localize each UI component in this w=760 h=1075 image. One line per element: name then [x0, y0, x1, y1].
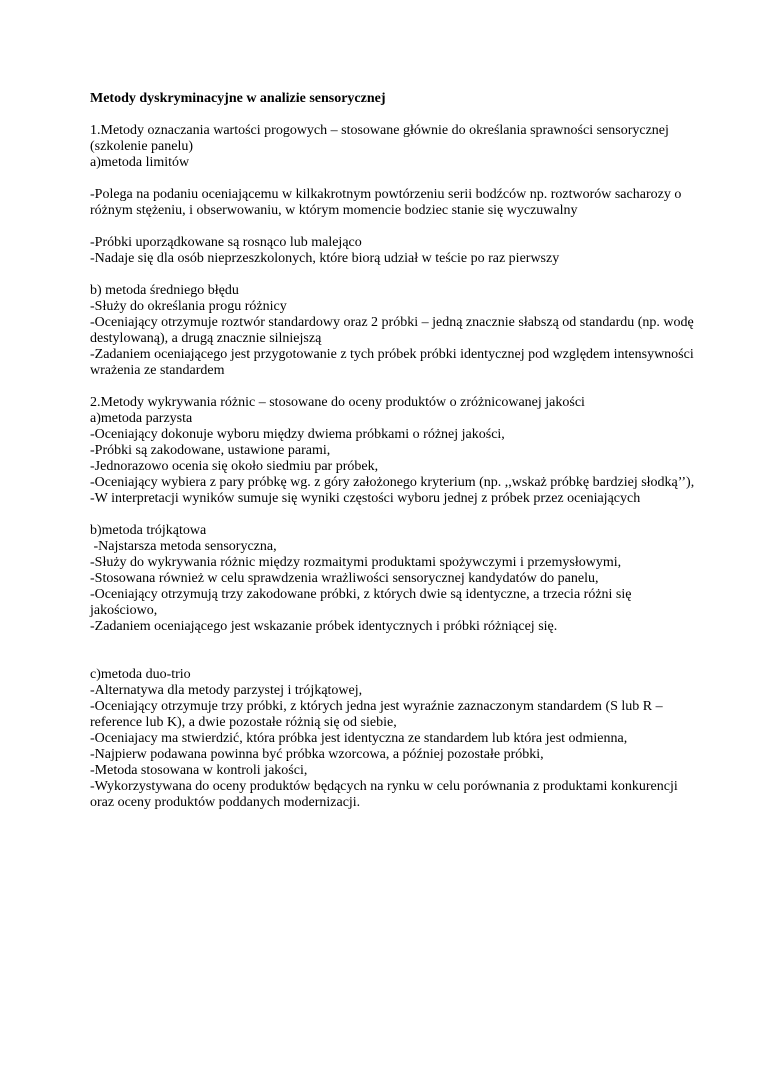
text-line: c)metoda duo-trio: [90, 667, 191, 682]
text-line: -Najpierw podawana powinna być próbka wzorcowa, a później pozostałe próbki,: [90, 747, 544, 762]
text-line: -Zadaniem oceniającego jest przygotowanie z tych próbek próbki identycznej pod względem intensywności wrażenia ze standardem: [90, 347, 698, 378]
paragraph-block: [90, 667, 700, 811]
text-line: -Polega na podaniu oceniającemu w kilkakrotnym powtórzeniu serii bodźców np. roztworów sacharozy o różnym stężeniu, i obserwowaniu, w którym momencie bodziec stanie się wyczuwalny: [90, 187, 685, 218]
text-line: -W interpretacji wyników sumuje się wyniki częstości wyboru jednej z próbek przez oceniających: [90, 491, 641, 506]
text-line: -Służy do wykrywania różnic między rozmaitymi produktami spożywczymi i przemysłowymi,: [90, 555, 622, 570]
text-line: -Próbki uporządkowane są rosnąco lub malejąco: [90, 235, 362, 250]
text-line: -Alternatywa dla metody parzystej i trójkątowej,: [90, 683, 363, 698]
text-line: -Najstarsza metoda sensoryczna,: [90, 539, 277, 554]
paragraph-block: [90, 395, 700, 507]
paragraph-block: [90, 523, 700, 635]
text-line: -Próbki są zakodowane, ustawione parami,: [90, 443, 331, 458]
spacer: [90, 651, 700, 667]
text-line: -Zadaniem oceniającego jest wskazanie próbek identycznych i próbki różniącej się.: [90, 619, 558, 634]
text-line: -Oceniajacy ma stwierdzić, która próbka jest identyczna ze standardem lub która jest odmienna,: [90, 731, 628, 746]
text-line: a)metoda limitów: [90, 155, 190, 170]
document-body: [90, 123, 700, 811]
paragraph-block: [90, 235, 700, 267]
text-line: -Metoda stosowana w kontroli jakości,: [90, 763, 308, 778]
text-line: -Jednorazowo ocenia się około siedmiu par próbek,: [90, 459, 379, 474]
text-line: b)metoda trójkątowa: [90, 523, 207, 538]
text-line: -Służy do określania progu różnicy: [90, 299, 287, 314]
text-line: 2.Metody wykrywania różnic – stosowane do oceny produktów o zróżnicowanej jakości: [90, 395, 585, 410]
text-line: -Wykorzystywana do oceny produktów będących na rynku w celu porównania z produktami konkurencji oraz oceny produktów poddanych modernizacji.: [90, 779, 682, 810]
text-line: -Oceniający wybiera z pary próbkę wg. z góry założonego kryterium (np. ,,wskaż próbkę bardziej słodką’’),: [90, 475, 695, 490]
text-line: -Oceniający otrzymuje roztwór standardowy oraz 2 próbki – jedną znacznie słabszą od standardu (np. wodę destylowaną), a drugą znacznie silniejszą: [90, 315, 698, 346]
text-line: -Nadaje się dla osób nieprzeszkolonych, które biorą udział w teście po raz pierwszy: [90, 251, 560, 266]
text-line: -Stosowana również w celu sprawdzenia wrażliwości sensorycznej kandydatów do panelu,: [90, 571, 599, 586]
paragraph-block: [90, 187, 700, 219]
document-title: Metody dyskryminacyjne w analizie sensorycznej: [90, 91, 386, 106]
text-line: -Oceniający otrzymują trzy zakodowane próbki, z których dwie są identyczne, a trzecia różni się jakościowo,: [90, 587, 635, 618]
text-line: 1.Metody oznaczania wartości progowych – stosowane głównie do określania sprawności sensorycznej (szkolenie panelu): [90, 123, 673, 154]
text-line: b) metoda średniego błędu: [90, 283, 239, 298]
paragraph-block: [90, 123, 700, 171]
text-line: -Oceniający dokonuje wyboru między dwiema próbkami o różnej jakości,: [90, 427, 505, 442]
text-line: -Oceniający otrzymuje trzy próbki, z których jedna jest wyraźnie zaznaczonym standardem (S lub R – reference lub K), a dwie pozostałe różnią się od siebie,: [90, 699, 667, 730]
paragraph-block: [90, 283, 700, 379]
text-line: a)metoda parzysta: [90, 411, 193, 426]
